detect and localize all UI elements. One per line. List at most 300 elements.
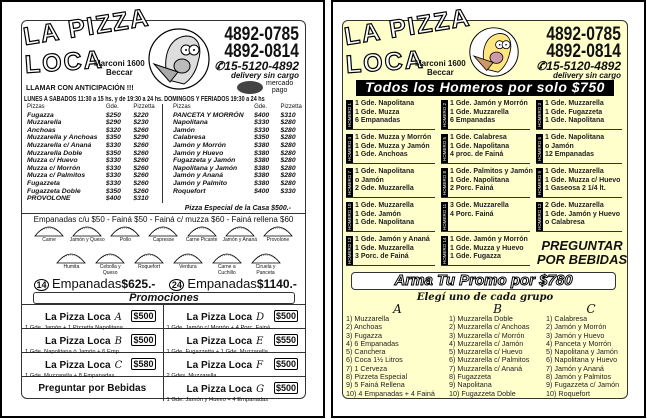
empanada-item [248,251,284,276]
promo-price: $550 [275,335,296,345]
pizza-row [173,134,305,142]
price-grande: $330 [105,172,121,180]
pizza-name: Jamón [173,126,195,134]
promo-title [45,331,122,349]
promo-description: 2 Gdes. Muzzarella [166,373,217,379]
group-option[interactable]: 6) Coca 1½ Litros [346,355,403,365]
mobile-number: 15-5120-4892 [224,59,299,73]
group-option[interactable]: 2) Muzzarella c/ Anchoas [449,322,530,332]
pizza-name: Anchoas [27,126,56,134]
bulk-label: Empanadas [52,276,122,291]
homero-combo[interactable] [441,134,530,164]
header-pizzas: Pizzas [173,104,191,110]
price-grande: $400 [254,187,270,195]
empanada-label: Verdura [179,264,197,270]
homero-item: 1 Gde. Fugazzeta [545,108,603,116]
empanada-item [92,251,128,276]
empanada-item [209,251,245,276]
homero-label: HOMERO 8 [441,168,448,197]
homero-label: HOMERO 3 [536,100,543,129]
logo-line1: LA PIZZA [21,3,152,52]
group-option[interactable]: 3) Muzzarella c/ Morrón [449,330,525,340]
empanada-icon [172,251,204,265]
promo-letter: B [114,336,122,347]
pizza-row [27,134,159,142]
homero-item: 4 Porc. Fainá [450,210,494,218]
group-option[interactable]: 1) Muzzarella [346,314,390,323]
pizza-name: Muzzarella Doble [27,149,83,157]
homero-items [450,202,509,231]
empanada-item [131,251,167,276]
pizza-row [27,157,159,165]
homer-mascot-icon [148,28,210,90]
address-city: Beccar [427,68,454,77]
homero-combo[interactable] [441,100,530,130]
homero-item: 2 Porc. Fainá [450,185,494,193]
pizza-row [173,157,305,165]
phone-2[interactable]: 4892-0814 [546,41,621,62]
homero-item: 1 Gde. Muzza y Morrón [355,134,432,141]
homero-item: 2 Gde. Muzzarella [355,185,414,193]
pizza-name: Fugazzeta Doble [27,187,81,195]
empanada-label: Pollo [119,237,131,243]
homero-items [545,134,604,163]
empanada-icon [211,251,243,265]
homero-items [355,168,414,197]
homero-item: 6 Empanadas [450,117,496,125]
pizza-row [173,119,305,127]
price-pizzetta: $280 [280,157,296,165]
promo-price: $500 [133,335,154,345]
empanada-label: Roquefort [138,264,161,270]
homero-item: 1 Gde. Jamón [355,210,401,218]
pizza-name: Roquefort [173,187,206,195]
homero-combo[interactable] [536,202,622,232]
menu-panel-back [342,3,628,399]
homero-item: 1 Gde. Muzzarella [355,202,414,209]
empanadas-row-2 [52,251,285,276]
pizza-row [27,165,159,173]
pizza-row [27,195,159,203]
promo-name: La Pizza Loca [186,384,253,395]
pizza-row [173,127,305,135]
price-grande: $330 [105,164,121,172]
call-ahead-note: LLAMAR CON ANTICIPACIÓN !!! [26,85,134,92]
pizza-row [27,188,159,196]
group-option[interactable]: 10) Roquefort [546,388,590,398]
pizza-name: Jamón y Morrón [173,141,226,149]
homero-label: HOMERO 12 [537,203,542,230]
homero-combo[interactable] [536,168,622,198]
price-pizzetta: $260 [133,149,149,157]
pizza-name: Fugazzeta [27,179,60,187]
group-option[interactable]: 9) Fugazzeta c/ Jamón [546,380,620,390]
homero-combo[interactable] [346,134,435,164]
promo-price: $580 [133,359,154,369]
homero-items [450,236,528,265]
group-option[interactable]: 9) 5 Fainá Rellena [346,380,405,390]
homero-items [355,236,430,265]
price-pizzetta: $220 [133,111,149,119]
price-grande: $350 [105,134,121,142]
price-pizzetta: $330 [280,187,296,195]
opening-hours: LUNES A SABADOS 11:30 a 15 hs. y de 19:30 a 24 hs. DOMINGOS Y FERIADOS 19:30 a 24 hs [24,96,265,103]
promo-title [187,307,265,325]
homero-label: HOMERO 13 [347,237,352,264]
pizza-name: Muzza c/ Morrón [27,164,81,172]
homero-item: 1 Gde. Calabresa [450,134,507,141]
homero-items [355,134,431,163]
mobile-number: 15-5120-4892 [546,59,621,73]
group-letter: A [393,302,402,316]
empanada-icon [109,224,141,238]
homeros-grid [346,100,628,270]
group-option[interactable]: 2) Jamón y Morrón [546,322,607,332]
price-grande: $330 [105,179,121,187]
promo-title [187,331,264,349]
empanada-icon [55,251,87,265]
pizza-row [27,127,159,135]
group-option[interactable]: 8) Pizzeta Especial [346,372,408,382]
header-gde: Gde. [105,104,119,110]
price-grande: $290 [105,119,121,127]
homero-items [450,168,533,197]
empanada-item [31,224,67,244]
delivery-note: delivery sin cargo [552,71,621,80]
handshake-icon [237,81,263,94]
group-option[interactable]: 6) Napolitana y Huevo [546,355,618,365]
promo-name: La Pizza Loca [45,360,111,371]
homero-item: 1 Gaseosa 2 1/4 lt. [545,185,606,193]
promo-header [167,307,303,325]
price-pizzetta: $230 [133,119,149,127]
homero-items [545,100,604,129]
group-option[interactable]: 7) Jamón y Ananá [546,363,604,373]
address [94,59,145,77]
homero-combo[interactable] [346,202,435,232]
homero-item: 1 Gde. Napolitana [545,134,605,141]
promo-groups [346,304,636,398]
pizza-row [27,112,159,120]
homero-item: 1 Gde. Napolitana [450,142,510,150]
promo-letter: A [114,312,122,323]
address-city: Beccar [106,68,133,77]
empanada-item [107,224,143,244]
promo-letter: C [114,360,123,371]
pizza-row [27,142,159,150]
homero-item: 1 Gde. Muzzarella [355,244,414,252]
homero-item: 1 Gde. Muzza y Jamón [355,142,430,150]
group-option[interactable]: 3) Fugazza [346,330,382,340]
homero-item: 1 Gde. Napolitana [355,219,415,227]
homero-item: 1 Gde. Napolitana [355,100,415,107]
header-gde: Gde. [254,104,268,110]
price-pizzetta: $260 [133,172,149,180]
group-option[interactable]: 5) Muzzarella c/ Huevo [449,347,523,357]
promotions-grid [22,304,305,401]
bulk-offer [34,276,155,291]
ask-for-drinks: Preguntar por Bebidas [38,383,147,394]
promo-item [22,377,164,401]
promo-description: 1 Gde. Muzzarella + 8 Empanadas [25,373,115,379]
pizza-name: PANCETA Y MORRÓN [173,111,244,119]
promo-header [167,355,303,373]
price-grande: $350 [254,134,270,142]
price-pizzetta: $260 [133,187,149,195]
build-promo-title: Arma Tu Promo por $780 [351,272,616,290]
group-option[interactable]: 10) 4 Empanadas + 4 Fainá [346,388,435,398]
empanada-item [145,224,181,244]
empanada-icon [33,224,65,238]
promo-price: $500 [133,311,154,321]
promo-item[interactable] [164,329,306,353]
price-pizzetta: $260 [133,157,149,165]
promo-item[interactable] [164,305,306,329]
homero-combo[interactable] [346,100,435,130]
group-option[interactable]: 10) Fugazzeta Doble [449,388,516,398]
group-option[interactable]: 4) Muzzarella c/ Jamón [449,338,524,348]
price-grande: $380 [254,149,270,157]
empanada-item [170,251,206,276]
promo-letter: D [256,312,265,323]
empanada-icon [94,251,126,265]
empanada-icon [133,251,165,265]
homero-items [355,202,414,231]
bulk-qty: 14 [34,279,49,291]
ask-for-drinks-line: POR BEBIDAS [536,252,628,267]
choose-one-each-group: Elegí uno de cada grupo [416,292,554,303]
homero-label: HOMERO 7 [346,168,353,197]
promo-header [25,355,160,373]
price-pizzetta: $260 [133,141,149,149]
group-option[interactable]: 4) Panceta y Morrón [546,338,612,348]
group-option[interactable]: 1) Calabresa [546,314,588,323]
pizza-list-right [162,104,308,203]
homero-items [545,168,620,197]
promo-description: 1 Gde. Napolitana ó Jamón + 6 Emp. [25,349,121,355]
pizza-name: Muzzarella [27,119,62,127]
promo-item[interactable] [22,329,164,353]
logo-line2: LOCA [344,45,426,80]
homero-item: 1 Gde. Napolitana [545,117,605,125]
pizza-row [27,119,159,127]
empanada-item [260,224,296,244]
price-grande: $350 [105,149,121,157]
homero-label: HOMERO 4 [346,134,353,163]
group-option[interactable]: 7) 1 Cerveza [346,363,388,373]
homero-combo[interactable] [346,236,435,266]
promo-group [449,304,546,398]
homero-items [545,202,620,231]
group-option[interactable]: 3) Jamón y Huevo [546,330,605,340]
group-option[interactable]: 9) Napolitana [449,380,492,390]
empanada-item [184,224,220,244]
promo-description: 1 Gde. Jamón c/ Morrón + 4 Porc. Fainá [166,325,271,331]
homero-combo[interactable] [536,134,622,164]
contact-phones [208,26,299,80]
homero-item: 4 proc. de Fainá [450,151,504,159]
logo-line1: LA PIZZA [342,3,473,52]
empanada-icon [262,224,294,238]
group-option[interactable]: 2) Anchoas [346,322,382,332]
promo-item[interactable] [164,377,306,401]
menu-page-back [331,0,646,418]
bulk-price: $1140.- [256,277,297,291]
homero-item: o Calabresa [545,219,585,227]
price-pizzetta: $310 [280,111,296,119]
phone-1[interactable]: 4892-0785 [224,24,299,45]
group-option[interactable]: 1) Muzzarella Doble [449,314,513,323]
pizza-row [173,188,305,196]
homero-items [355,100,414,129]
homeros-banner: Todos los Homeros por solo $750 [356,80,614,96]
pizza-name: Muzzarella y Anchoas [27,134,98,142]
group-option[interactable]: 6) Muzzarella c/ Palmitos [449,355,530,365]
pizza-name: Fugazza [27,111,54,119]
promo-description: 1 Gde. Jamón + 1 Pizzetta Napolitana [25,325,123,331]
promo-item[interactable] [22,305,164,329]
promo-header [25,331,160,349]
phone-2[interactable]: 4892-0814 [224,41,299,62]
price-grande: $380 [254,157,270,165]
homero-label: HOMERO 6 [536,134,543,163]
homero-item: 1 Gde. Napolitana [355,168,415,175]
group-option[interactable]: 8) Fugazzeta [449,372,491,382]
promo-group [546,304,636,398]
group-letter: B [493,302,502,316]
header-pizzetta: Pizzetta [133,104,155,110]
empanada-item [222,224,258,244]
promo-header [167,331,303,349]
price-grande: $250 [105,111,121,119]
empanada-label: Cebolla y Queso [99,264,121,276]
price-grande: $400 [254,111,270,119]
empanada-label: Provolone [266,237,290,243]
promo-title [187,355,264,373]
promo-item[interactable] [22,353,164,377]
menu-header-row [27,104,159,112]
homero-item: 1 Gde. Jamón y Ananá [355,236,430,243]
price-grande: $380 [254,172,270,180]
homero-item: 1 Gde. Anchoas [355,151,408,159]
empanada-label: Carne a Cuchillo [217,264,236,276]
homero-item: 1 Gde. Fugazza [450,253,501,261]
pizza-name: Calabresa [173,134,206,142]
promo-letter: F [256,360,264,371]
homero-item: 1 Gde. Jamón y Morrón [450,236,528,243]
price-grande: $330 [105,157,121,165]
ask-for-drinks [536,239,628,270]
whatsapp-icon: ✆ [536,59,547,73]
mp-word2: pago [271,87,288,94]
homero-item: 1 Gde. Muzzarella [545,100,604,107]
price-grande: $330 [105,141,121,149]
price-pizzetta: $260 [133,179,149,187]
price-pizzetta: $260 [133,126,149,134]
promo-title [187,379,265,397]
group-option[interactable]: 4) 6 Empanadas [346,338,399,348]
homero-label: HOMERO 11 [442,203,447,230]
promo-price: $500 [275,311,296,321]
price-pizzetta: $280 [280,172,296,180]
empanada-label: Jamón y Queso [69,237,105,243]
price-pizzetta: $280 [280,134,296,142]
group-option[interactable]: 8) Jamón y Palmitos [546,372,612,382]
mercado-pago-logo [237,80,293,94]
divider [22,213,305,214]
homero-item: 3 Gde. Muzzarella [450,202,509,209]
pizza-row [173,180,305,188]
homero-combo[interactable] [441,168,533,198]
pizza-name: Jamón y Ananá [173,172,223,180]
pizza-name: Fugazzeta y Jamón [173,157,236,165]
homero-combo[interactable] [536,100,622,130]
homero-item: 6 Empanadas [355,117,401,125]
homero-item: 12 Empanadas [545,151,595,159]
price-grande: $330 [254,119,270,127]
promo-name: La Pizza Loca [186,360,253,371]
price-pizzetta: $280 [280,119,296,127]
price-pizzetta: $290 [133,134,149,142]
phone-1[interactable]: 4892-0785 [546,24,621,45]
group-option[interactable]: 5) Napolitana y Jamón [546,347,618,357]
promotions-title: Promociones [33,292,295,304]
homero-combo[interactable] [346,168,435,198]
promo-description: 1 Gde. Jamón y Huevo + 4 Empanadas [166,397,269,403]
price-grande: $400 [105,195,121,203]
group-letter: C [586,302,596,316]
pizza-row [173,165,305,173]
promo-letter: E [256,336,264,347]
pizza-price-list [24,104,308,203]
price-grande: $320 [105,126,121,134]
pizza-name: Jamón y Palmito [173,179,228,187]
group-option[interactable]: 5) Canchera [346,347,386,357]
homero-label: HOMERO 14 [442,237,447,264]
empanadas-row-1 [30,224,297,244]
promo-header [167,379,303,397]
pizza-row [173,150,305,158]
pizza-list-left [24,104,162,203]
homero-label: HOMERO 5 [441,134,448,163]
group-option[interactable]: 7) Muzzarella c/ Ananá [449,363,523,373]
price-pizzetta: $280 [280,149,296,157]
pizza-row [27,150,159,158]
homero-combo[interactable] [441,202,530,232]
pizza-row [173,142,305,150]
price-pizzetta: $280 [280,179,296,187]
homero-items [450,100,528,129]
homero-item: 3 Porc. de Fainá [355,253,409,261]
empanada-icon [147,224,179,238]
homero-item: 1 Gde. Palmitos y Jamón [450,168,533,175]
pizza-name: Napolitana [173,119,208,127]
bulk-label: Empanadas [187,276,257,291]
address [415,59,466,77]
pizza-row [27,180,159,188]
promo-item[interactable] [164,353,306,377]
promo-name: La Pizza Loca [45,312,111,323]
homero-combo[interactable] [441,236,530,266]
empanada-label: Ciruela y Panceta [255,264,276,276]
empanada-label: Humita [63,264,80,270]
empanada-label: Capresse [152,237,175,243]
homer-mascot-icon [469,27,519,77]
promo-header [25,307,160,325]
empanada-item [53,251,89,276]
contact-phones [530,26,621,80]
homero-item: 1 Gde. Muzza c/ Huevo [545,176,621,184]
